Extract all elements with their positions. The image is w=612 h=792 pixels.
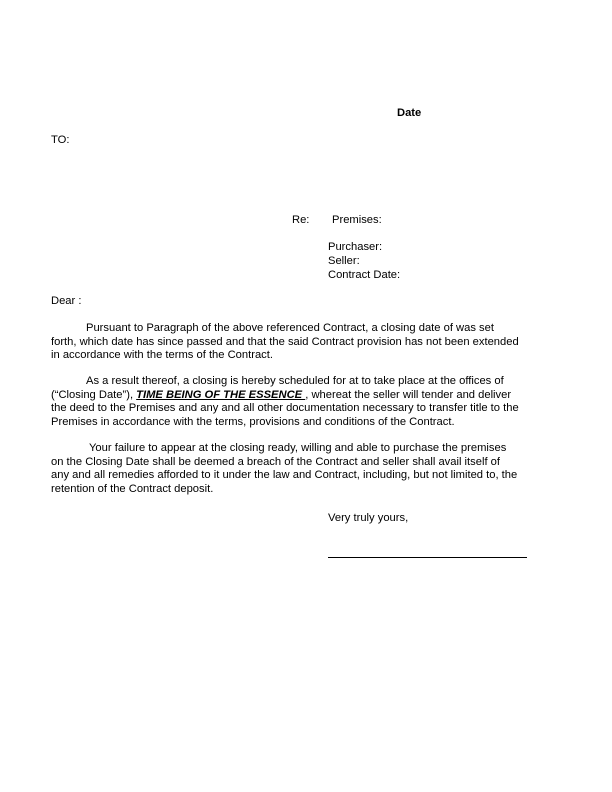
paragraph-3-line-3: any and all remedies afforded to it under the law and Contract, including, but not limited to, the <box>51 469 518 482</box>
paragraph-3 <box>51 442 543 497</box>
paragraph-2-line-4: Premises in accordance with the terms, provisions and conditions of the Contract. <box>51 416 455 429</box>
paragraph-1 <box>51 322 543 363</box>
paragraph-3-line-2: on the Closing Date shall be deemed a breach of the Contract and seller shall avail itself of <box>51 455 501 468</box>
paragraph-1-line-2: forth, which date has since passed and that the said Contract provision has not been extended <box>51 335 519 348</box>
premises-label: Premises: <box>332 214 382 226</box>
paragraph-1-line-1: Pursuant to Paragraph of the above referenced Contract, a closing date of was set <box>86 322 494 334</box>
re-label: Re: <box>292 214 310 226</box>
whereat-text: , whereat the seller will tender and deliver <box>305 388 512 401</box>
closing-date-text: (“Closing Date”), <box>51 388 137 401</box>
salutation: Dear : <box>51 295 82 307</box>
paragraph-2-line-1: As a result thereof, a closing is hereby scheduled for at to take place at the offices of <box>86 375 504 387</box>
contract-date-label: Contract Date: <box>328 269 401 281</box>
to-label: TO: <box>51 134 70 146</box>
paragraph-2 <box>51 375 543 430</box>
date-label: Date <box>397 107 422 119</box>
time-essence-emphasis: TIME BEING OF THE ESSENCE <box>136 388 306 401</box>
paragraph-3-line-4: retention of the Contract deposit. <box>51 483 214 496</box>
seller-label: Seller: <box>328 255 360 267</box>
paragraph-3-line-1: Your failure to appear at the closing ready, willing and able to purchase the premises <box>89 442 507 454</box>
paragraph-2-line-3: the deed to the Premises and any and all other documentation necessary to transfer title to the <box>51 402 519 415</box>
signature-line <box>328 557 527 558</box>
paragraph-1-line-3: in accordance with the terms of the Contract. <box>51 349 273 362</box>
purchaser-label: Purchaser: <box>328 241 383 253</box>
parties-block <box>328 240 400 282</box>
paragraph-2-line-2 <box>51 389 543 403</box>
closing-phrase: Very truly yours, <box>328 512 409 524</box>
